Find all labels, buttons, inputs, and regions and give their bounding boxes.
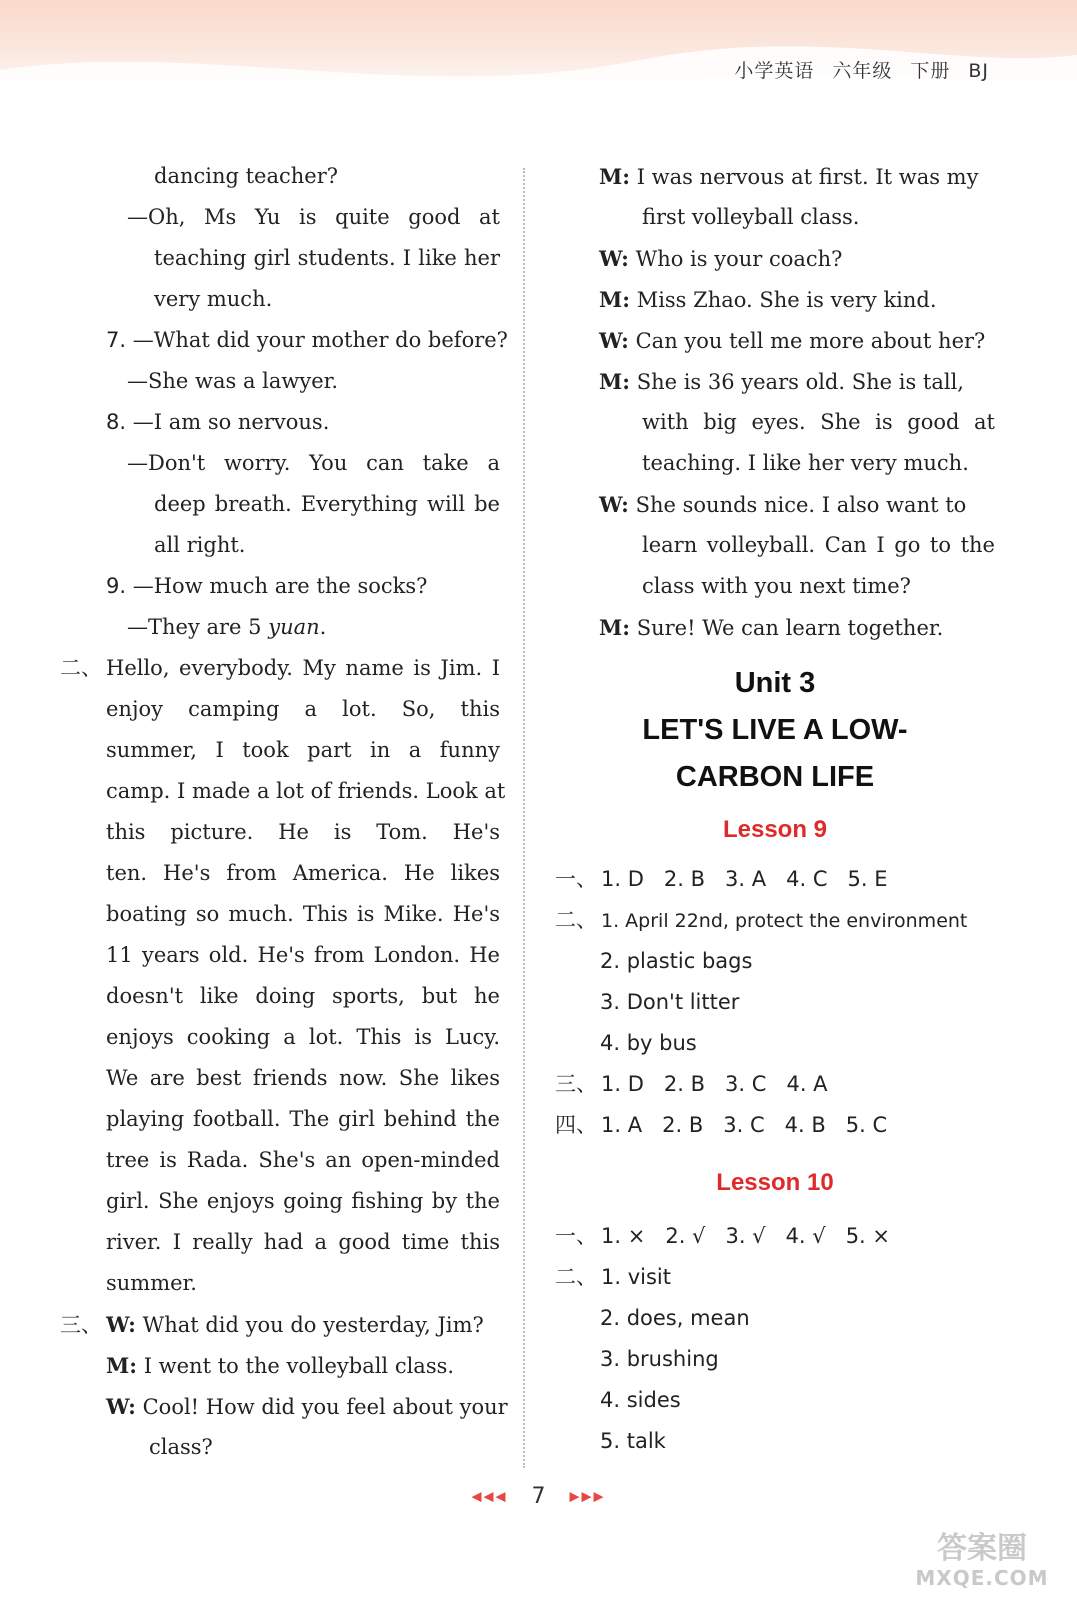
paragraph-line: camp. I made a lot of friends. Look at bbox=[106, 779, 506, 803]
page-number: 7 bbox=[531, 1484, 546, 1509]
section-2-first-line bbox=[60, 648, 500, 689]
speaker-label: M: bbox=[599, 615, 630, 640]
paragraph-line: boating so much. This is Mike. He's bbox=[106, 902, 500, 926]
paragraph-line: Hello, everybody. My name is Jim. I bbox=[106, 656, 500, 680]
answer-row bbox=[555, 1216, 995, 1257]
paragraph-line: ten. He's from America. He likes bbox=[106, 861, 500, 885]
speaker-label: W: bbox=[599, 492, 629, 517]
answer-text: 1. D 2. B 3. C 4. A bbox=[601, 1072, 828, 1096]
dialogue-line bbox=[555, 320, 995, 361]
header-volume: 下册 bbox=[910, 60, 951, 82]
dialogue-text: She is 36 years old. She is tall, bbox=[636, 370, 964, 394]
header-edition: BJ bbox=[968, 60, 989, 82]
section-marker: 一、 bbox=[555, 1224, 597, 1248]
answer-text: 1. D 2. B 3. A 4. C 5. E bbox=[601, 867, 888, 891]
dialogue-line bbox=[555, 238, 995, 279]
dialogue-text: Sure! We can learn together. bbox=[636, 616, 944, 640]
answer-text: 1. A 2. B 3. C 4. B 5. C bbox=[601, 1113, 888, 1137]
dialogue-line bbox=[555, 156, 995, 197]
section-marker: 三、 bbox=[60, 1313, 102, 1337]
column-divider bbox=[523, 168, 525, 1468]
speaker-label: M: bbox=[106, 1353, 137, 1378]
text-line: —She was a lawyer. bbox=[127, 369, 339, 393]
page-footer bbox=[0, 1484, 1077, 1509]
text-line: dancing teacher? bbox=[154, 164, 339, 188]
dialogue-line bbox=[555, 361, 995, 402]
dialogue-text: She sounds nice. I also want to bbox=[635, 493, 967, 517]
answer-text: 4. sides bbox=[600, 1388, 681, 1412]
question-text: —I am so nervous. bbox=[132, 410, 330, 434]
section-marker: 二、 bbox=[60, 656, 102, 680]
speaker-label: W: bbox=[599, 246, 629, 271]
dialogue-text: Cool! How did you feel about your bbox=[142, 1395, 508, 1419]
text-line: deep breath. Everything will be bbox=[154, 492, 500, 516]
dialogue-text: I went to the volleyball class. bbox=[143, 1354, 455, 1378]
answer-row bbox=[555, 1105, 995, 1146]
paragraph-line: summer. bbox=[106, 1271, 197, 1295]
answer-text: 1. April 22nd, protect the environment bbox=[601, 910, 968, 932]
speaker-label: W: bbox=[599, 328, 629, 353]
unit-number: Unit 3 bbox=[734, 667, 816, 699]
lesson-9-title: Lesson 9 bbox=[722, 816, 828, 843]
speaker-label: W: bbox=[106, 1312, 136, 1337]
section-marker: 四、 bbox=[555, 1113, 597, 1137]
header-wave-decoration bbox=[0, 0, 1077, 110]
paragraph-line: We are best friends now. She likes bbox=[106, 1066, 500, 1090]
paragraph-line: tree is Rada. She's an open-minded bbox=[106, 1148, 500, 1172]
header-grade: 六年级 bbox=[832, 60, 893, 82]
dialogue-line bbox=[555, 484, 995, 525]
text-line: very much. bbox=[154, 287, 273, 311]
answer-text: 1. visit bbox=[601, 1265, 671, 1289]
watermark-logo bbox=[907, 1532, 1057, 1594]
answer-row bbox=[555, 859, 995, 900]
dialogue-line: teaching. I like her very much. bbox=[642, 451, 969, 475]
answer-text: 1. × 2. √ 3. √ 4. √ 5. × bbox=[601, 1224, 890, 1248]
answer-text: 4. by bus bbox=[600, 1031, 697, 1055]
paragraph-line: summer, I took part in a funny bbox=[106, 738, 500, 762]
text-line: all right. bbox=[154, 533, 246, 557]
paragraph-line: enjoy camping a lot. So, this bbox=[106, 697, 500, 721]
answer-row bbox=[555, 900, 995, 941]
watermark-url: MXQE.COM bbox=[915, 1566, 1049, 1590]
unit-title-line-2: CARBON LIFE bbox=[675, 761, 875, 793]
paragraph-line: playing football. The girl behind the bbox=[106, 1107, 500, 1131]
dialogue-line bbox=[60, 1345, 500, 1386]
dialogue-line bbox=[60, 1386, 508, 1427]
dialogue-line: learn volleyball. Can I go to the bbox=[642, 533, 995, 557]
answer-row bbox=[555, 1064, 995, 1105]
left-column bbox=[60, 156, 508, 1468]
section-marker: 三、 bbox=[555, 1072, 597, 1096]
right-column bbox=[555, 156, 995, 1462]
dialogue-line: class with you next time? bbox=[642, 574, 911, 598]
answer-text: —They are 5 bbox=[127, 615, 269, 639]
question-number: 9. bbox=[106, 574, 127, 598]
page-header bbox=[716, 56, 989, 83]
currency-word: yuan bbox=[268, 615, 320, 639]
speaker-label: M: bbox=[599, 287, 630, 312]
speaker-label: M: bbox=[599, 164, 630, 189]
answer-text: 3. Don't litter bbox=[600, 990, 740, 1014]
paragraph-line: river. I really had a good time this bbox=[106, 1230, 500, 1254]
paragraph-line: 11 years old. He's from London. He bbox=[106, 943, 500, 967]
answer-text: 5. talk bbox=[600, 1429, 666, 1453]
question-8 bbox=[60, 402, 500, 443]
paragraph-line: girl. She enjoys going fishing by the bbox=[106, 1189, 500, 1213]
answer-row bbox=[555, 1257, 995, 1298]
paragraph-line: doesn't like doing sports, but he bbox=[106, 984, 500, 1008]
question-number: 7. bbox=[106, 328, 127, 352]
dialogue-line bbox=[555, 279, 995, 320]
section-marker: 二、 bbox=[555, 908, 597, 932]
unit-title-line-1: LET'S LIVE A LOW- bbox=[642, 714, 908, 746]
paragraph-line: this picture. He is Tom. He's bbox=[106, 820, 500, 844]
answer-text: 3. brushing bbox=[600, 1347, 719, 1371]
question-text: —How much are the socks? bbox=[132, 574, 428, 598]
dialogue-line: class? bbox=[149, 1435, 213, 1459]
speaker-label: M: bbox=[599, 369, 630, 394]
answer-text: 2. plastic bags bbox=[600, 949, 753, 973]
dialogue-text: I was nervous at first. It was my bbox=[636, 165, 979, 189]
speaker-label: W: bbox=[106, 1394, 136, 1419]
question-number: 8. bbox=[106, 410, 127, 434]
paragraph-line: enjoys cooking a lot. This is Lucy. bbox=[106, 1025, 500, 1049]
dialogue-text: Who is your coach? bbox=[635, 247, 843, 271]
watermark-text: 答案圈 bbox=[937, 1531, 1027, 1566]
dialogue-text: What did you do yesterday, Jim? bbox=[142, 1313, 484, 1337]
question-7 bbox=[60, 320, 508, 361]
punctuation: . bbox=[319, 615, 327, 639]
dialogue-line bbox=[60, 1304, 500, 1345]
dialogue-text: Can you tell me more about her? bbox=[635, 329, 986, 353]
section-marker: 一、 bbox=[555, 867, 597, 891]
question-text: —What did your mother do before? bbox=[132, 328, 508, 352]
header-subject: 小学英语 bbox=[734, 60, 815, 82]
left-arrows-icon: ◀◀◀ bbox=[471, 1489, 508, 1505]
right-arrows-icon: ▶▶▶ bbox=[569, 1489, 606, 1505]
dialogue-line: first volleyball class. bbox=[642, 205, 860, 229]
answer-text: 2. does, mean bbox=[600, 1306, 750, 1330]
text-line: teaching girl students. I like her bbox=[154, 246, 500, 270]
dialogue-text: Miss Zhao. She is very kind. bbox=[636, 288, 937, 312]
dialogue-line: with big eyes. She is good at bbox=[642, 410, 995, 434]
text-line: —Don't worry. You can take a bbox=[127, 451, 500, 475]
lesson-10-title: Lesson 10 bbox=[716, 1169, 834, 1196]
question-9 bbox=[60, 566, 500, 607]
text-line: —Oh, Ms Yu is quite good at bbox=[127, 205, 500, 229]
dialogue-line bbox=[555, 607, 995, 648]
section-marker: 二、 bbox=[555, 1265, 597, 1289]
text-line bbox=[60, 607, 500, 648]
